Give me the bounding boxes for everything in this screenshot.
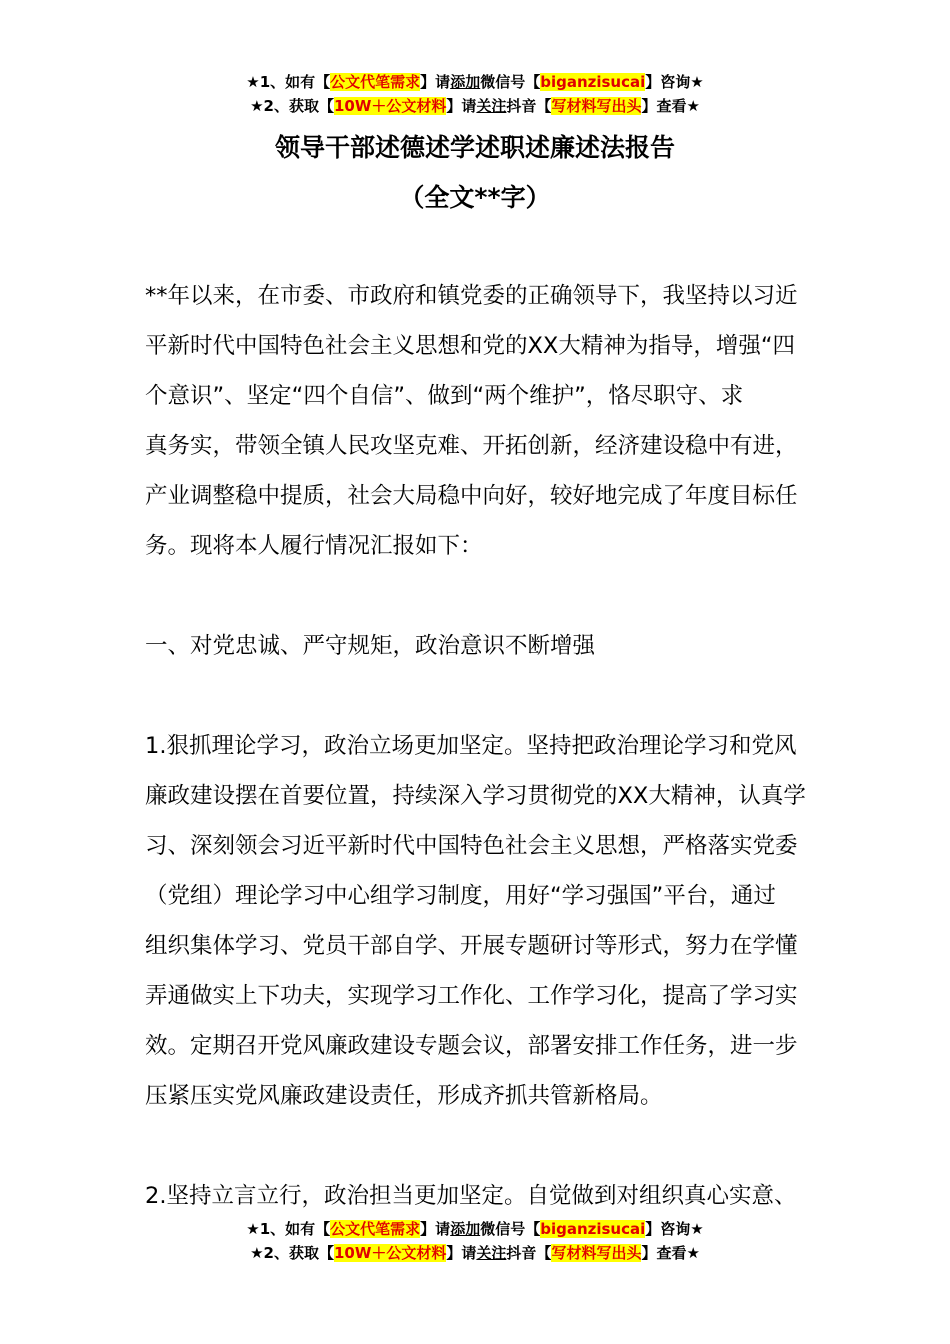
promo-line-2-mid: 】请: [446, 1244, 477, 1262]
footer-promo-banner: [0, 1217, 950, 1265]
promo-highlight-douyin-id: 写材料写出头: [551, 97, 642, 115]
promo-highlight-materials: 10W＋公文材料: [333, 97, 447, 115]
promo-line-1-prefix: ★1、如有【: [246, 1220, 331, 1238]
blank-line: [145, 1121, 813, 1171]
promo-line-1-mid: 】请: [420, 73, 451, 91]
promo-highlight-service: 公文代笔需求: [330, 1220, 421, 1238]
promo-highlight-douyin-id: 写材料写出头: [551, 1244, 642, 1262]
promo-underline-follow: 关注: [476, 1244, 507, 1262]
body-line: 真务实，带领全镇人民攻坚克难、开拓创新，经济建设稳中有进，: [145, 433, 798, 459]
body-line: 一、对党忠诚、严守规矩，政治意识不断增强: [145, 633, 596, 659]
promo-line-1-suffix: 】咨询★: [645, 73, 704, 91]
body-line: 压紧压实党风廉政建设责任，形成齐抓共管新格局。: [145, 1083, 663, 1109]
body-line: 个意识”、坚定“四个自信”、做到“两个维护”，恪尽职守、求: [145, 383, 744, 409]
body-line: 习、深刻领会习近平新时代中国特色社会主义思想，严格落实党委: [145, 833, 798, 859]
body-line: 平新时代中国特色社会主义思想和党的XX大精神为指导，增强“四: [145, 333, 795, 359]
promo-underline-add: 添加: [450, 73, 481, 91]
promo-line-1: [0, 1217, 950, 1241]
body-line: 2.坚持立言立行，政治担当更加坚定。自觉做到对组织真心实意、: [145, 1183, 797, 1209]
promo-line-1-mid2: 微信号【: [480, 1220, 541, 1238]
promo-line-2: [0, 1241, 950, 1265]
body-line: 务。现将本人履行情况汇报如下：: [145, 533, 483, 559]
body-line: 弄通做实上下功夫，实现学习工作化、工作学习化，提高了学习实: [145, 983, 798, 1009]
blank-line: [145, 671, 813, 721]
promo-highlight-service: 公文代笔需求: [330, 73, 421, 91]
promo-line-2-suffix: 】查看★: [641, 97, 700, 115]
body-line: （党组）理论学习中心组学习制度，用好“学习强国”平台，通过: [145, 883, 776, 909]
promo-highlight-wechat-id: biganzisucai: [540, 1220, 646, 1238]
body-line: 组织集体学习、党员干部自学、开展专题研讨等形式，努力在学懂: [145, 933, 798, 959]
document-body: [145, 271, 813, 1221]
promo-line-1-suffix: 】咨询★: [645, 1220, 704, 1238]
promo-line-2-mid2: 抖音【: [506, 1244, 552, 1262]
promo-line-2-mid: 】请: [446, 97, 477, 115]
promo-line-2-suffix: 】查看★: [641, 1244, 700, 1262]
body-line: 效。定期召开党风廉政建设专题会议，部署安排工作任务，进一步: [145, 1033, 798, 1059]
body-line: **年以来，在市委、市政府和镇党委的正确领导下，我坚持以习近: [145, 283, 798, 309]
promo-line-1-mid2: 微信号【: [480, 73, 541, 91]
document-title: 领导干部述德述学述职述廉述法报告: [274, 133, 675, 162]
promo-underline-add: 添加: [450, 1220, 481, 1238]
promo-line-1: [0, 70, 950, 94]
blank-line: [145, 571, 813, 621]
body-line: 廉政建设摆在首要位置，持续深入学习贯彻党的XX大精神，认真学: [145, 783, 806, 809]
promo-line-2-mid2: 抖音【: [506, 97, 552, 115]
promo-line-2-prefix: ★2、获取【: [250, 97, 334, 115]
body-line: 产业调整稳中提质，社会大局稳中向好，较好地完成了年度目标任: [145, 483, 798, 509]
promo-line-2: [0, 94, 950, 118]
body-line: 1.狠抓理论学习，政治立场更加坚定。坚持把政治理论学习和党风: [145, 733, 797, 759]
promo-line-1-prefix: ★1、如有【: [246, 73, 331, 91]
document-subtitle: （全文**字）: [399, 183, 551, 212]
promo-highlight-materials: 10W＋公文材料: [333, 1244, 447, 1262]
header-promo-banner: [0, 70, 950, 118]
promo-line-2-prefix: ★2、获取【: [250, 1244, 334, 1262]
promo-line-1-mid: 】请: [420, 1220, 451, 1238]
promo-highlight-wechat-id: biganzisucai: [540, 73, 646, 91]
promo-underline-follow: 关注: [476, 97, 507, 115]
